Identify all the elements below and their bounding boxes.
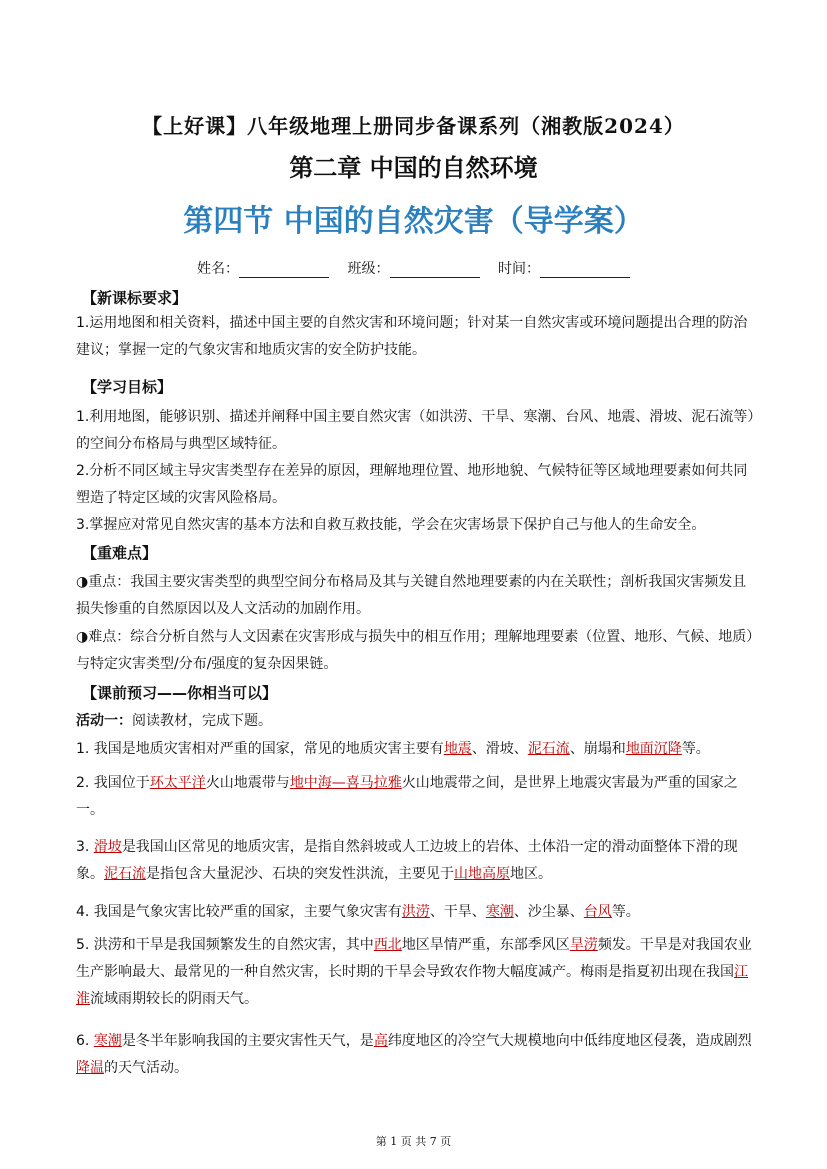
objective-item-2: 2.分析不同区域主导灾害类型存在差异的原因，理解地理位置、地形地貌、气候特征等区域地理要素如何共同塑造了特定区域的灾害风险格局。 <box>76 463 748 506</box>
answer-blank: 台风 <box>583 904 612 920</box>
preview-heading: 【课前预习——你相当可以】 <box>82 684 278 702</box>
question-5: 5. 洪涝和干旱是我国频繁发生的自然灾害，其中西北地区旱情严重，东部季风区旱涝频发。干旱是对我国农业生产影响最大、最常见的一种自然灾害，长时期的干旱会导致农作物大幅度减产。梅雨是指夏初出现在我国江淮流域雨期较长的阴雨天气。 <box>76 937 752 1007</box>
student-info-line <box>0 258 827 278</box>
answer-blank: 西北 <box>373 937 402 953</box>
answer-blank: 泥石流 <box>104 866 146 882</box>
objectives-heading: 【学习目标】 <box>82 378 173 396</box>
standards-heading: 【新课标要求】 <box>82 289 188 307</box>
key-point: ◑重点：我国主要灾害类型的典型空间分布格局及其与关键自然地理要素的内在关联性；剖析我国灾害频发且损失惨重的自然原因以及人文活动的加剧作用。 <box>76 574 747 617</box>
answer-blank: 地震 <box>443 741 472 757</box>
time-label: 时间： <box>497 261 540 277</box>
answer-blank: 寒潮 <box>93 1033 122 1049</box>
chapter-title: 第二章 中国的自然环境 <box>289 154 538 182</box>
answer-blank: 旱涝 <box>569 937 598 953</box>
difficult-point: ◑难点：综合分析自然与人文因素在灾害形成与损失中的相互作用；理解地理要素（位置、地形、气候、地质）与特定灾害类型/分布/强度的复杂因果链。 <box>76 629 754 672</box>
answer-blank: 寒潮 <box>485 904 514 920</box>
activity-text: 阅读教材，完成下题。 <box>132 713 272 729</box>
answer-blank: 降温 <box>76 1060 104 1076</box>
question-1: 1. 我国是地质灾害相对严重的国家，常见的地质灾害主要有地震、滑坡、泥石流、崩塌和地面沉降等。 <box>76 741 710 757</box>
time-field[interactable] <box>540 263 630 278</box>
answer-blank: 滑坡 <box>93 839 122 855</box>
name-field[interactable] <box>239 263 329 278</box>
answer-blank: 泥石流 <box>527 741 570 757</box>
key-points-heading: 【重难点】 <box>82 544 158 562</box>
answer-blank: 洪涝 <box>401 904 430 920</box>
class-field[interactable] <box>390 263 480 278</box>
answer-blank: 高 <box>373 1033 388 1049</box>
answer-blank: 环太平洋 <box>149 775 206 791</box>
section-title: 第四节 中国的自然灾害（导学案） <box>183 204 644 239</box>
answer-blank: 山地高原 <box>454 866 510 882</box>
question-4: 4. 我国是气象灾害比较严重的国家，主要气象灾害有洪涝、干旱、寒潮、沙尘暴、台风等。 <box>76 904 640 920</box>
series-title: 【上好课】八年级地理上册同步备课系列（湘教版2024） <box>142 114 685 138</box>
answer-blank: 江淮 <box>76 964 748 1007</box>
question-6: 6. 寒潮是冬半年影响我国的主要灾害性天气，是高纬度地区的冷空气大规模地向中低纬度地区侵袭，造成剧烈降温的天气活动。 <box>76 1033 752 1076</box>
standards-text: 1.运用地图和相关资料，描述中国主要的自然灾害和环境问题；针对某一自然灾害或环境问题提出合理的防治建议；掌握一定的气象灾害和地质灾害的安全防护技能。 <box>76 315 748 358</box>
page-number: 第 1 页 共 7 页 <box>375 1135 452 1148</box>
answer-blank: 地面沉降 <box>625 741 682 757</box>
question-2: 2. 我国位于环太平洋火山地震带与地中海—喜马拉雅火山地震带之间，是世界上地震灾害最为严重的国家之一。 <box>76 775 738 818</box>
objective-item-3: 3.掌握应对常见自然灾害的基本方法和自救互救技能，学会在灾害场景下保护自己与他人的生命安全。 <box>76 517 706 533</box>
activity-label: 活动一： <box>76 713 132 729</box>
class-label: 班级： <box>347 261 390 277</box>
answer-blank: 地中海—喜马拉雅 <box>289 775 402 791</box>
name-label: 姓名： <box>197 261 240 277</box>
objective-item-1: 1.利用地图，能够识别、描述并阐释中国主要自然灾害（如洪涝、干旱、寒潮、台风、地震、滑坡、泥石流等）的空间分布格局与典型区域特征。 <box>76 409 755 452</box>
activity-line <box>76 708 756 735</box>
question-3: 3. 滑坡是我国山区常见的地质灾害，是指自然斜坡或人工边坡上的岩体、土体沿一定的滑动面整体下滑的现象。泥石流是指包含大量泥沙、石块的突发性洪流，主要见于山地高原地区。 <box>76 839 738 882</box>
